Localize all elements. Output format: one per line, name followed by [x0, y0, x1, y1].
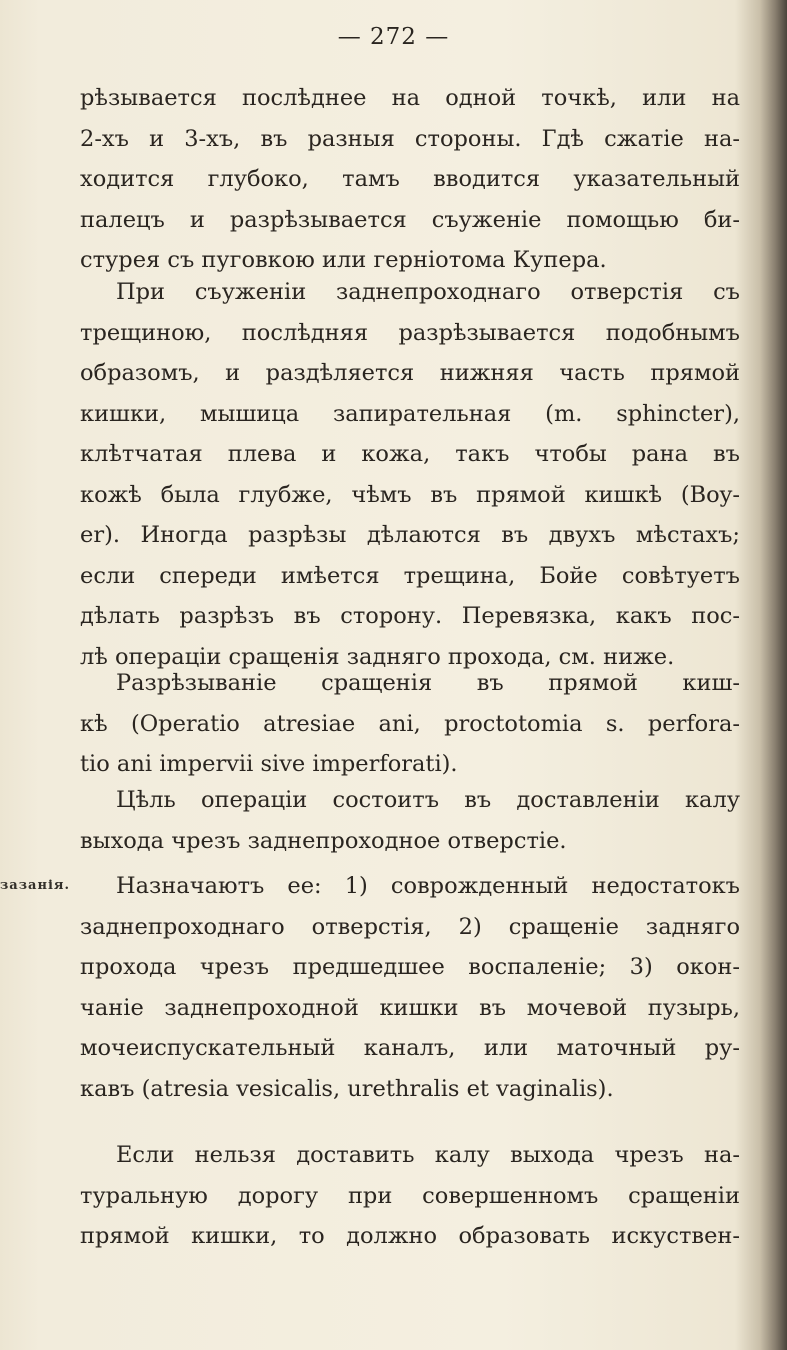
text-line: рѣзывается послѣднее на одной точкѣ, или на [80, 85, 740, 111]
text-line: мочеиспускательный каналъ, или маточный ру- [80, 1035, 740, 1061]
text-line: стурея съ пуговкою или герніотома Купера. [80, 247, 607, 273]
text-line: образомъ, и раздѣляется нижняя часть прямой [80, 360, 740, 386]
text-line: 2-хъ и 3-хъ, въ разныя стороны. Гдѣ сжатіе на- [80, 125, 740, 152]
text-line: заднепроходнаго отверстія, 2) сращеніе задняго [80, 913, 740, 940]
text-line: прямой кишки, то должно образовать искуствен- [80, 1223, 740, 1249]
text-line: Назначаютъ ее: 1) соврожденный недостатокъ [116, 873, 740, 899]
paragraph-5 [80, 1135, 740, 1257]
text-line: трещиною, послѣдняя разрѣзывается подобнымъ [80, 319, 740, 346]
text-line: дѣлать разрѣзъ въ сторону. Перевязка, какъ пос- [80, 603, 740, 629]
text-line: лѣ операціи сращенія задняго прохода, см. ниже. [80, 643, 675, 670]
text-line: Цѣль операціи состоитъ въ доставленіи калу [116, 787, 740, 813]
text-line: выхода чрезъ заднепроходное отверстіе. [80, 827, 567, 854]
text-line: Если нельзя доставить калу выхода чрезъ на- [116, 1142, 740, 1168]
text-line: если спереди имѣется трещина, Бойе совѣтуетъ [80, 562, 740, 589]
text-line: палецъ и разрѣзывается съуженіе помощью би- [80, 206, 740, 233]
paragraph-2 [80, 272, 740, 677]
section-heading [80, 663, 740, 785]
page-number: — 272 — [337, 24, 450, 50]
text-line: клѣтчатая плева и кожа, такъ чтобы рана въ [80, 441, 740, 467]
text-line: ходится глубоко, тамъ вводится указательный [80, 166, 740, 192]
text-line: чаніе заднепроходной кишки въ мочевой пузырь, [80, 994, 740, 1021]
paragraph-4 [80, 866, 740, 1109]
text-line: кожѣ была глубже, чѣмъ въ прямой кишкѣ (Boy- [80, 481, 740, 508]
text-line: er). Иногда разрѣзы дѣлаются въ двухъ мѣстахъ; [80, 522, 740, 548]
margin-note: зазанія. [0, 878, 71, 893]
text-line: туральную дорогу при совершенномъ сращеніи [80, 1182, 740, 1209]
paragraph-3 [80, 780, 740, 861]
text-line: кавъ (atresia vesicalis, urethralis et vaginalis). [80, 1075, 614, 1102]
text-line: прохода чрезъ предшедшее воспаленіе; 3) окон- [80, 954, 740, 980]
text-line: кѣ (Operatio atresiae ani, proctotomia s. perfora- [80, 710, 740, 737]
text-line: кишки, мышица запирательная (m. sphincter), [80, 400, 740, 427]
paragraph-1 [80, 78, 740, 281]
text-line: tio ani impervii sive imperforati). [80, 751, 458, 777]
text-line: Разрѣзываніе сращенія въ прямой киш- [116, 670, 740, 696]
text-line: При съуженіи заднепроходнаго отверстія съ [116, 279, 740, 305]
